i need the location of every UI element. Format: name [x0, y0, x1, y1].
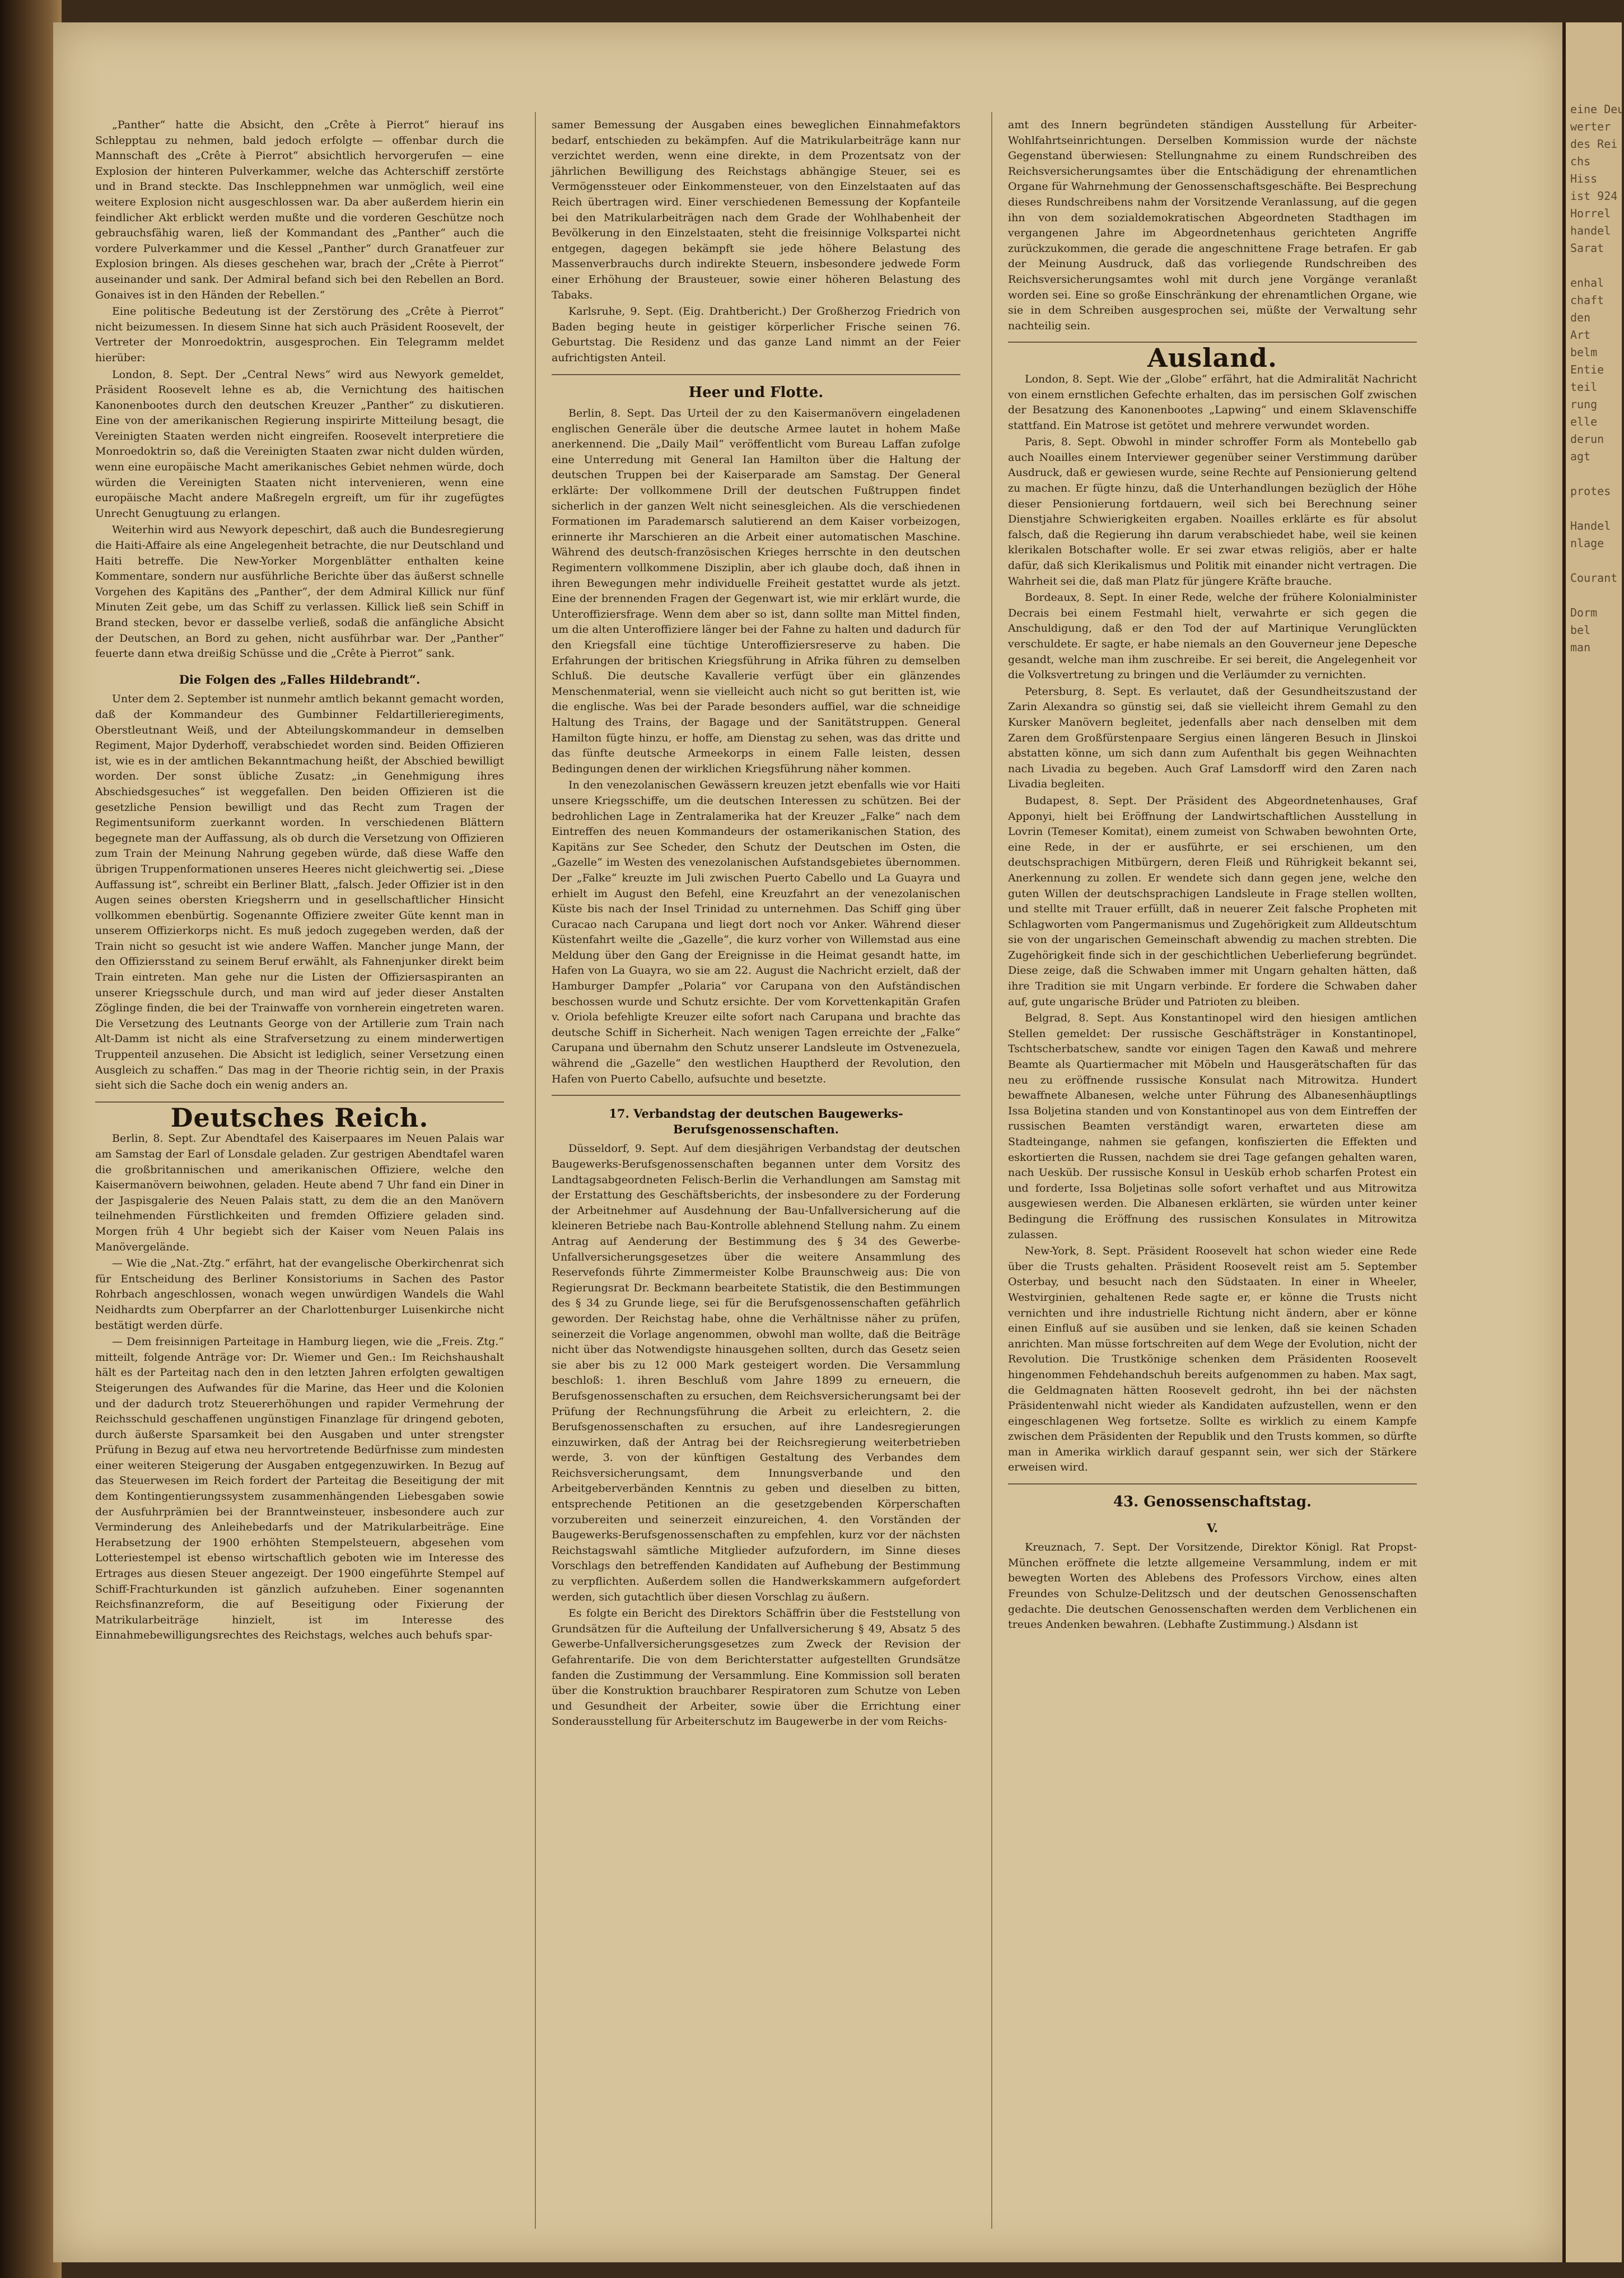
article-paragraph: In den venezolanischen Gewässern kreuzen jetzt ebenfalls wie vor Haiti unsere Kriegsschiffe, um die deutschen Interessen zu schützen. Bei der bedrohlichen Lage in Zentralamerika hat der Kreuzer „Falke“ nach dem Eintreffen des neuen Kommandeurs der ostamerikanischen Station, des Kapitäns zur See Scheder, den Schutz der Deutschen im Osten, die „Gazelle“ im Westen des venezolanischen Aufstandsgebietes übernommen. Der „Falke“ kreuzte im Juli zwischen Puerto Cabello und La Guayra und erhielt im August den Befehl, eine Kreuzfahrt an der venezolanischen Küste bis nach der Insel Trinidad zu unternehmen. Das Schiff ging über Curacao nach Carupana und liegt dort noch vor Anker. Während dieser Küstenfahrt weilte die „Gazelle“, die kurz vorher von Willemstad aus eine Meldung über den Gang der Ereignisse in die Heimat gesandt hatte, im Hafen von La Guayra, wo sie am 22. August die Nachricht erzielt, daß der Hamburger Dampfer „Polaria“ vor Carupana von den Aufständischen beschossen wurde und Schutz ersichte. Der vom Korvettenkapitän Grafen v. Oriola befehligte Kreuzer eilte sofort nach Carupana und brachte das deutsche Schiff in Sicherheit. Nach wenigen Tagen erreichte der „Falke“ Carupana und übernahm den Schutz unserer Landsleute im Ostvenezuela, während die „Gazelle“ den westlichen Hauptherd der Revolution, den Hafen von Puerto Cabello, aufsuchte und besetzte. [552, 779, 960, 1085]
section-divider [1008, 342, 1417, 343]
column-1 [95, 118, 504, 2229]
section-heading-ausland: Ausland. [1147, 343, 1277, 374]
article-paragraph: Düsseldorf, 9. Sept. Auf dem diesjährigen Verbandstag der deutschen Baugewerks-Berufsgenossenschaften begannen unter dem Vorsitz des Landtagsabgeordneten Felisch-Berlin die Verhandlungen am Samstag mit der Erstattung des Geschäftsberichts, der insbesondere zu der Forderung der Arbeitnehmer auf Ausdehnung der Bau-Unfallversicherung auf die kleineren Betriebe nach Bau-Kontrolle ablehnend Stellung nahm. Zu einem Antrag auf Aenderung der Bestimmung des § 34 des Gewerbe-Unfallversicherungsgesetzes über die weitere Ansammlung des Reservefonds führte Zimmermeister Kolbe Braunschweig aus: Die von Regierungsrat Dr. Beckmann bearbeitete Statistik, die den Bestimmungen des § 34 zu Grunde liege, sei für die Berufsgenossenschaften gefährlich geworden. Der Reichstag habe, ohne die Verhältnisse näher zu prüfen, seinerzeit die Vorlage angenommen, obwohl man wollte, daß die Beiträge nicht über das Notwendigste hinausgehen sollten, durch das Gesetz seien sie aber bis zu 12 000 Mark gesteigert worden. Die Versammlung beschloß: 1. ihren Beschluß vom Jahre 1899 zu erneuern, die Berufsgenossenschaften zu ersuchen, dem Reichsversicherungsamt bei der Prüfung der Rechnungsführung die Arbeit zu erleichtern, 2. die Berufsgenossenschaften zu ersuchen, auf ihre Landesregierungen einzuwirken, daß der Antrag bei der Reichsregierung weiterbetrieben werde, 3. von der künftigen Gestaltung des Verbandes dem Reichsversicherungsamt, dem Innungsverbande und den Arbeitgeberverbänden Kenntnis zu geben und dieselben zu bitten, entsprechende Petitionen an die gesetzgebenden Körperschaften vorzubereiten und seinerzeit einzureichen, 4. den Vorständen der Baugewerks-Berufsgenossenschaften zu empfehlen, kurz vor der nächsten Reichstagswahl sämtliche Mitglieder aufzufordern, im Sinne dieses Vorschlags den betreffenden Kandidaten auf Aufhebung der Bestimmung zu verpflichten. Außerdem sollen die Handwerkskammern aufgefordert werden, sich gutachtlich über diesen Vorschlag zu äußern. [552, 1142, 960, 1603]
article-paragraph: „Panther“ hatte die Absicht, den „Crête à Pierrot“ hierauf ins Schlepptau zu nehmen, bald jedoch erfolgte — offenbar durch die Mannschaft des „Crête à Pierrot“ absichtlich hervorgerufen — eine Explosion der hinteren Pulverkammer, welche das Achterschiff zerstörte und in Brand steckte. Das Inschleppnehmen war unmöglich, weil eine weitere Explosion nicht ausgeschlossen war. Da aber außerdem hierin ein feindlicher Akt erblickt werden mußte und die vorderen Geschütze noch gebrauchsfähig waren, ließ der Kommandant des „Panther“ auch die vordere Pulverkammer und die Kessel „Panther“ durch Granatfeuer zur Explosion bringen. Als dieses geschehen war, brach der „Crête à Pierrot“ auseinander und sank. Der Admiral befand sich bei den Rebellen an Bord. Gonaives ist in den Händen der Rebellen.“ [95, 119, 504, 301]
article-paragraph: Budapest, 8. Sept. Der Präsident des Abgeordnetenhauses, Graf Apponyi, hielt bei Eröffnung der Landwirtschaftlichen Ausstellung in Lovrin (Temeser Komitat), einem zumeist von Schwaben bewohnten Orte, eine Rede, in der er ausführte, er sei erschienen, um den deutschsprachigen Mitbürgern, deren Fleiß und Rührigkeit bekannt sei, Anerkennung zu zollen. Er wendete sich dann gegen jene, welche den guten Willen der deutschsprachigen Landsleute in Frage stellen wollten, und stellte mit Trauer erfüllt, daß in neuerer Zeit falsche Propheten mit Schlagworten vom Pangermanismus und Zugehörigkeit zum Alldeutschtum sie von der ungarischen Gemeinschaft abwendig zu machen strebten. Die Zugehörigkeit finde sich in der geschichtlichen Ueberlieferung begründet. Diese zeige, daß die Schwaben immer mit Ungarn gehalten hätten, daß ihre Tradition sie mit Ungarn verbinde. Er fordere die Schwaben daher auf, gute ungarische Brüder und Patrioten zu bleiben. [1008, 794, 1417, 1008]
article-paragraph: London, 8. Sept. Der „Central News“ wird aus Newyork gemeldet, Präsident Roosevelt lehne es ab, die Vernichtung des haitischen Kanonenbootes durch den deutschen Kreuzer „Panther“ zu diskutieren. Eine von der amerikanischen Regierung inspirirte Mitteilung besagt, die Vereinigten Staaten werden nicht eingreifen. Roosevelt interpretiere die Monroedoktrin so, daß die Vereinigten Staaten zwar nicht dulden würden, wenn eine europäische Macht amerikanisches Gebiet nehmen würde, doch würden die Vereinigten Staaten nicht intervenieren, wenn eine europäische Macht andere Maßregeln ergreift, um für ihr zugefügtes Unrecht Genugtuung zu erlangen. [95, 368, 504, 520]
section-divider [552, 374, 960, 375]
section-divider [552, 1095, 960, 1096]
article-paragraph: Unter dem 2. September ist nunmehr amtlich bekannt gemacht worden, daß der Kommandeur des Gumbinner Feldartillerieregiments, Oberstleutnant Weiß, und der Abteilungskommandeur in demselben Regiment, Major Dyderhoff, verabschiedet worden sind. Beiden Offizieren ist, wie es in der amtlichen Bekanntmachung heißt, der Abschied bewilligt worden. Der sonst übliche Zusatz: „in Genehmigung ihres Abschiedsgesuches“ ist weggefallen. Den beiden Offizieren ist die gesetzliche Pension bewilligt und das Recht zum Tragen der Regimentsuniform zuerkannt worden. In verschiedenen Blättern begegnete man der Auffassung, als ob durch die Versetzung von Offizieren zum Train der Meinung Nahrung gegeben würde, daß diese Waffe den übrigen Truppenformationen unseres Heeres nicht gleichwertig sei. „Diese Auffassung ist“, schreibt ein Berliner Blatt, „falsch. Jeder Offizier ist in den Augen seines obersten Kriegsherrn und in gesellschaftlicher Hinsicht vollkommen ebenbürtig. Sogenannte Offiziere zweiter Güte kennt man in unserem Offizierkorps nicht. Es muß jedoch zugegeben werden, daß der Train nicht so gesucht ist wie andere Waffen. Mancher junge Mann, der den Offiziersstand zu seinem Beruf erwählt, als Fahnenjunker direkt beim Train eintreten. Man gehe nur die Listen der Offiziersaspiranten an unserer Kriegsschule durch, und man wird auf jeder dieser Anstalten Zöglinge finden, die bei der Trainwaffe von vornherein eingetreten waren. Die Versetzung des Leutnants George von der Artillerie zum Train nach Alt-Damm ist nicht als eine Strafversetzung zu einem minderwertigen Truppenteil anzusehen. Die Absicht ist lediglich, seiner Versetzung einen Ausgleich zu schaffen.“ Das mag in der Theorie richtig sein, in der Praxis sieht sich die Sache doch ein wenig anders an. [95, 693, 504, 1092]
article-paragraph: amt des Innern begründeten ständigen Ausstellung für Arbeiter-Wohlfahrtseinrichtungen. Derselben Kommission wurde der nächste Gegenstand überwiesen: Stellungnahme zu einem Rundschreiben des Reichsversicherungsamtes über die Entschädigung der ehrenamtlichen Organe für Wahrnehmung der Genossenschaftsgeschäfte. Bei Besprechung dieses Rundschreibens nahm der Vorsitzende Veranlassung, auf die gegen ihn von dem sozialdemokratischen Abgeordneten Stadthagen im vergangenen Jahre im Abgeordnetenhaus gerichteten Angriffe zurückzukommen, die gerade die angeschnittene Frage betrafen. Er gab der Meinung Ausdruck, daß das vorliegende Rundschreiben des Reichsversicherungsamtes wohl mit durch jene Vorgänge veranlaßt worden sei. Eine so große Einschränkung der ehrenamtlichen Organe, wie sie in dem Schreiben ausgesprochen sei, müßte der Verwaltung sehr nachteilig sein. [1008, 119, 1417, 332]
article-paragraph: London, 8. Sept. Wie der „Globe“ erfährt, hat die Admiralität Nachricht von einem ernstlichen Gefechte erhalten, das im persischen Golf zwischen der Besatzung des Kanonenbootes „Lapwing“ und einem Sklavenschiffe stattfand. Ein Matrose ist getötet und mehrere verwundet worden. [1008, 372, 1417, 432]
article-paragraph: Belgrad, 8. Sept. Aus Konstantinopel wird den hiesigen amtlichen Stellen gemeldet: Der russische Geschäftsträger in Konstantinopel, Tschtscherbatschew, sandte vor einigen Tagen den Kawaß und mehrere Beamte als Quartiermacher mit Möbeln und Hausgerätschaften für das neu zu eröffnende russische Konsulat nach Mitrowitza. Hundert bewaffnete Albanesen, welche unter Führung des Albanesenhäuptlings Issa Boljetina standen und von Konstantinopel aus von dem Eintreffen der russischen Beamten verständigt waren, erwarteten diese am Stadteingange, nahmen sie gefangen, konfiszierten die Effekten und eskortierten die Russen, nachdem sie drei Tage gefangen gehalten waren, nach Uesküb. Der russische Konsul in Uesküb erhob scharfen Protest ein und forderte, Issa Boljetinas solle sofort verhaftet und aus Mitrowitza ausgewiesen werden. Die Albanesen erklärten, sie würden unter keiner Bedingung die Eröffnung des russischen Konsulates in Mitrowitza zulassen. [1008, 1012, 1417, 1241]
section-heading-folgen: Die Folgen des „Falles Hildebrandt“. [179, 672, 421, 687]
section-number: V. [1207, 1520, 1218, 1535]
adjacent-page-text: eine Deu werter des Rei chs Hiss ist 924 Horrel handel Sarat enhal chaft den Art belm Entie teil rung elle derun agt protes Handel nlage Courant Dorm bel man [1570, 102, 1624, 654]
section-heading-verbandstag: 17. Verbandstag der deutschen Baugewerks-Berufsgenossenschaften. [609, 1107, 903, 1136]
section-heading-genossenschaftstag: 43. Genossenschaftstag. [1113, 1493, 1312, 1511]
article-paragraph: Kreuznach, 7. Sept. Der Vorsitzende, Direktor Königl. Rat Propst-München eröffnete die letzte allgemeine Versammlung, indem er mit bewegten Worten des Ablebens des Professors Virchow, eines alten Freundes von Schulze-Delitzsch und der deutschen Genossenschaften gedachte. Die deutschen Genossenschaften werden dem Verblichenen ein treues Andenken bewahren. (Lebhafte Zustimmung.) Alsdann ist [1008, 1541, 1417, 1631]
article-paragraph: Bordeaux, 8. Sept. In einer Rede, welche der frühere Kolonialminister Decrais bei einem Festmahl hielt, verwahrte er sich gegen die Anschuldigung, daß er den Tod der auf Martinique Verunglückten verschuldete. Er sagte, er habe niemals an den Gouverneur jene Depesche gesandt, welche man ihm zuschreibe. Er sei bereit, die Angelegenheit vor die Volksvertretung zu bringen und die Verläumder zu vernichten. [1008, 591, 1417, 681]
article-paragraph: Petersburg, 8. Sept. Es verlautet, daß der Gesundheitszustand der Zarin Alexandra so günstig sei, daß sie vielleicht ihrem Gemahl zu den Kursker Manövern begleitet, jedenfalls aber nach denselben mit dem Zaren dem Großfürstenpaare Sergius einen längeren Besuch in Jlinskoi abstatten könne, um sich dann zum Aufenthalt bis gegen Weihnachten nach Livadia zu begeben. Auch Graf Lamsdorff wird den Zaren nach Livadia begleiten. [1008, 685, 1417, 791]
column-rule-1 [535, 112, 536, 2229]
article-paragraph: — Wie die „Nat.-Ztg.“ erfährt, hat der evangelische Oberkirchenrat sich für Entscheidung des Berliner Konsistoriums in Sachen des Pastor Rohrbach angeschlossen, wonach wegen unwürdigen Wandels die Wahl Neidhardts zum Oberpfarrer an der Charlottenburger Luisenkirche nicht bestätigt werden dürfe. [95, 1257, 504, 1332]
section-divider [1008, 1483, 1417, 1485]
book-spine [0, 0, 62, 2278]
section-heading-heer-und-flotte: Heer und Flotte. [688, 384, 824, 401]
article-paragraph: samer Bemessung der Ausgaben eines beweglichen Einnahmefaktors bedarf, entschieden zu bekämpfen. Auf die Matrikularbeiträge kann nur verzichtet werden, wenn eine direkte, in dem Prozentsatz von der jährlichen Bewilligung des Reichstags abhängige Steuer, sei es Vermögenssteuer oder Einkommensteuer, von den Einzelstaaten auf das Reich übertragen wird. Einer verschiedenen Bemessung der Kopfanteile bei den Matrikularbeiträgen nach dem Grade der Wohlhabenheit der Bevölkerung in den Einzelstaaten, steht die freisinnige Volkspartei nicht entgegen, dagegen bekämpft sie jede höhere Belastung des Massenverbrauchs durch indirekte Steuern, insbesondere jedwede Form einer Erhöhung der Brausteuer, sowie einer höheren Belastung des Tabaks. [552, 119, 960, 301]
column-3 [1008, 118, 1417, 2229]
article-paragraph: Paris, 8. Sept. Obwohl in minder schroffer Form als Montebello gab auch Noailles einem Interviewer gegenüber seiner Verstimmung darüber Ausdruck, daß er gewiesen wurde, seine Rechte auf Pensionierung geltend zu machen. Er fügte hinzu, daß die Unterhandlungen bezüglich der Höhe dieser Pensionierung fortdauern, weil sich bei Berechnung seiner Dienstjahre Schwierigkeiten ergaben. Noailles erklärte es für absolut falsch, daß die Regierung ihn darum verabschiedet habe, weil sie keinen klerikalen Botschafter wolle. Er sei zwar etwas religiös, aber er halte dafür, daß sich Klerikalismus und Politik mit einander nicht vertragen. Die Wahrheit sei die, daß man Platz für jüngere Kräfte brauche. [1008, 436, 1417, 587]
column-rule-2 [991, 112, 992, 2229]
article-paragraph: Es folgte ein Bericht des Direktors Schäffrin über die Feststellung von Grundsätzen für die Aufteilung der Unfallversicherung § 49, Absatz 5 des Gewerbe-Unfallversicherungsgesetzes zum Zweck der Revision der Gefahrentarife. Die von dem Berichterstatter aufgestellten Grundsätze fanden die Zustimmung der Versammlung. Eine Kommission soll beraten über die Konstruktion brauchbarer Respiratoren zum Schutze von Leben und Gesundheit der Arbeiter, sowie über die Errichtung einer Sonderausstellung für Arbeiterschutz im Baugewerbe in der vom Reichs- [552, 1607, 960, 1728]
article-paragraph: Eine politische Bedeutung ist der Zerstörung des „Crête à Pierrot“ nicht beizumessen. In diesem Sinne hat sich auch Präsident Roosevelt, der Vertreter der Monroedoktrin, ausgesprochen. Ein Telegramm meldet hierüber: [95, 305, 504, 364]
section-heading-deutsches-reich: Deutsches Reich. [170, 1102, 429, 1133]
article-paragraph: New-York, 8. Sept. Präsident Roosevelt hat schon wieder eine Rede über die Trusts gehalten. Präsident Roosevelt reist am 5. September Osterbay, und besucht nach den Südstaaten. In einer in Wheeler, Westvirginien, gehaltenen Rede sagte er, er könne die Trusts nicht vernichten und ihre industrielle Richtung nicht ändern, aber er könne einen Einfluß auf sie ausüben und sie lenken, daß sie keinen Schaden anrichten. Man müsse fortschreiten auf dem Wege der Evolution, nicht der Revolution. Die Trustkönige schenken dem Präsidenten Roosevelt hingenommen Fehdehandschuh bereits aufgenommen zu haben. Max sagt, die Geldmagnaten hätten Roosevelt gedroht, ihn bei der nächsten Präsidentenwahl nicht wieder als Kandidaten aufzustellen, wenn er den eingeschlagenen Weg fortsetze. Sollte es wirklich zu einem Kampfe zwischen dem Präsidenten der Republik und den Trusts kommen, so dürfte man in Amerika wirklich darauf gespannt sein, wer sich der Stärkere erweisen wird. [1008, 1245, 1417, 1474]
article-paragraph: — Dem freisinnigen Parteitage in Hamburg liegen, wie die „Freis. Ztg.“ mitteilt, folgende Anträge vor: Dr. Wiemer und Gen.: Im Reichshaushalt hält es der Parteitag nach den in den letzten Jahren erfolgten gewaltigen Steigerungen des Aufwandes für die Marine, das Heer und die Kolonien und der dadurch trotz Steuererhöhungen und rapider Vermehrung der Reichsschuld geschaffenen ungünstigen Finanzlage für dringend geboten, durch äußerste Sparsamkeit bei den Ausgaben und unter strengster Prüfung in Bezug auf etwa neu hervortretende Bedürfnisse zum mindesten einer weiteren Steigerung der Ausgaben entgegenzuwirken. In Bezug auf das Steuerwesen im Reich fordert der Parteitag die Beseitigung der mit dem Kontingentierungssystem zusammenhängenden Liebesgaben sowie der Ausfuhrprämien bei der Branntweinsteuer, insbesondere auch zur Verminderung des Anleihebedarfs und der Matrikularbeiträge. Eine Herabsetzung der 1900 erhöhten Stempelsteuern, abgesehen vom Lotteriestempel ist ebenso wirtschaftlich geboten wie im Interesse des Ertrages aus diesen Steuer angezeigt. Der 1900 eingeführte Stempel auf Schiff-Frachturkunden ist gänzlich aufzuheben. Einer sogenannten Reichsfinanzreform, die auf Beseitigung oder Fixierung der Matrikularbeiträge hinzielt, ist im Interesse des Einnahmebewilligungsrechtes des Reichstags, welches auch behufs spar- [95, 1336, 504, 1642]
section-divider [95, 1101, 504, 1103]
article-paragraph: Berlin, 8. Sept. Das Urteil der zu den Kaisermanövern eingeladenen englischen Generäle über die deutsche Armee lautet in hohem Maße anerkennend. Die „Daily Mail“ veröffentlicht vom Bureau Laffan zufolge eine Unterredung mit General Ian Hamilton über die Haltung der deutschen Truppen bei der Kaiserparade am Samstag. Der General erklärte: Der vollkommene Drill der deutschen Fußtruppen findet sicherlich in der ganzen Welt nicht seinesgleichen. Als die verschiedenen Formationen im Parademarsch salutierend an dem Kaiser vorbeizogen, erinnerte ihr Marschieren an die Arbeit einer automatischen Maschine. Während des deutsch-französischen Krieges herrschte in den deutschen Regimentern vollkommene Disziplin, aber ich glaube doch, daß ihnen in ihren Bewegungen mehr individuelle Freiheit gestattet wurde als jetzt. Eine der brennenden Fragen der Gegenwart ist, wie mir erklärt wurde, die Unteroffiziersfrage. Wenn dem aber so ist, dann sollte man Mittel finden, um die alten Unteroffiziere länger bei der Fahne zu halten und dadurch für den Kriegsfall eine tüchtige Unteroffiziersreserve zu haben. Die Erfahrungen der britischen Kriegsführung in Afrika führen zu demselben Schluß. Die deutsche Kavallerie verfügt über ein glänzendes Menschenmaterial, wenn sie vielleicht auch nicht so gut beritten ist, wie die englische. Was bei der Parade besonders auffiel, war die schneidige Haltung des Trains, der Bagage und der Sanitätstruppen. General Hamilton fügte hinzu, er hoffe, am Dienstag zu sehen, was das dritte und das fünfte deutsche Armeekorps in einem Falle leisten, dessen Bedingungen denen der wirklichen Kriegsführung näher kommen. [552, 407, 960, 775]
column-2 [552, 118, 960, 2229]
article-paragraph: Weiterhin wird aus Newyork depeschirt, daß auch die Bundesregierung die Haiti-Affaire als eine Angelegenheit betrachte, die nur Deutschland und Haiti betreffe. Die New-Yorker Morgenblätter enthalten keine Kommentare, sondern nur ausführliche Berichte über das äußerst schnelle Vorgehen des Kapitäns des „Panther“, der dem Admiral Killick nur fünf Minuten Zeit gebe, um das Schiff zu verlassen. Killick ließ sein Schiff in Brand stecken, bevor er dasselbe verließ, sodaß die anfängliche Absicht der Deutschen, an Bord zu gehen, nicht ausführbar war. Der „Panther“ feuerte dann etwa dreißig Schüsse und die „Crête à Pierrot“ sank. [95, 524, 504, 660]
adjacent-page-edge [1562, 22, 1622, 2262]
article-paragraph: Karlsruhe, 9. Sept. (Eig. Drahtbericht.) Der Großherzog Friedrich von Baden beging heute in geistiger körperlicher Frische seinen 76. Geburtstag. Die Residenz und das ganze Land nimmt an der Feier aufrichtigsten Anteil. [552, 305, 960, 364]
article-paragraph: Berlin, 8. Sept. Zur Abendtafel des Kaiserpaares im Neuen Palais war am Samstag der Earl of Lonsdale geladen. Zur gestrigen Abendtafel waren die großbritannischen und amerikanischen Offiziere, welche den Kaisermanövern beiwohnen, geladen. Heute abend 7 Uhr fand ein Diner in der Jaspisgalerie des Neuen Palais statt, zu dem die an den Manövern teilnehmenden Fürstlichkeiten und fremden Offiziere geladen sind. Morgen früh 4 Uhr begiebt sich der Kaiser vom Neuen Palais ins Manövergelände. [95, 1132, 504, 1253]
